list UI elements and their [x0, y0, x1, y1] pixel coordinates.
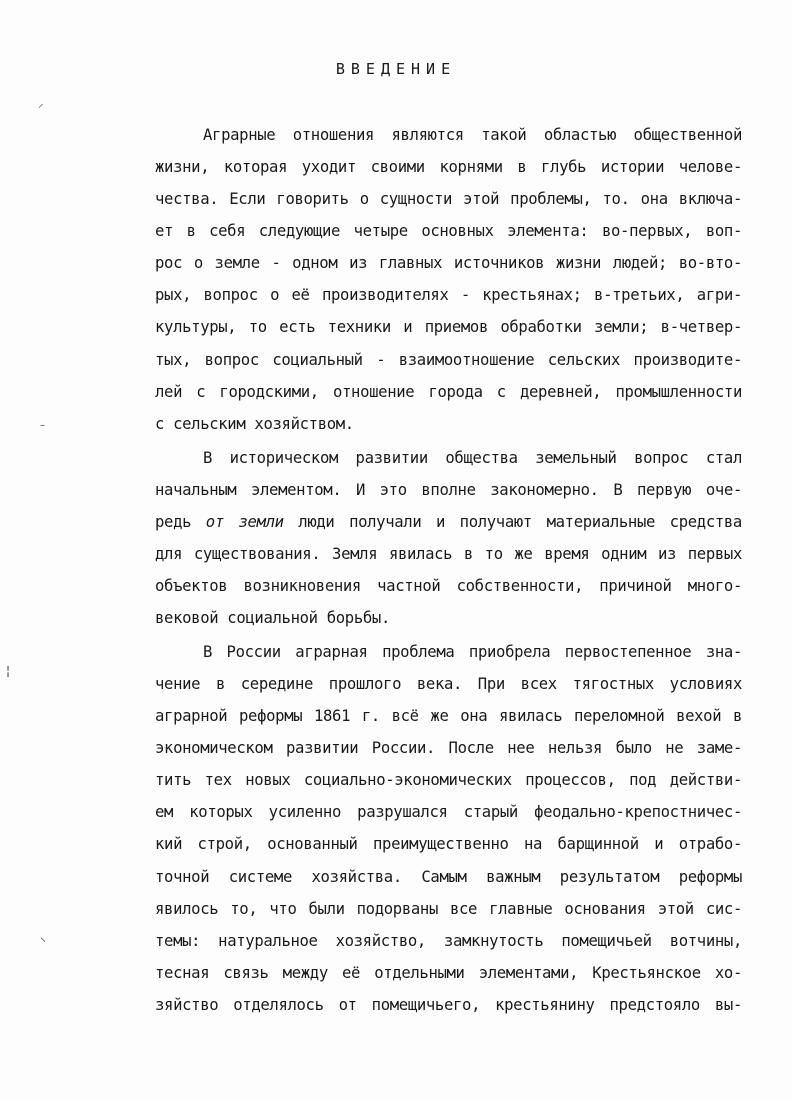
text-line: вековой социальной борьбы.	[155, 609, 390, 627]
text-line	[155, 509, 742, 535]
text-line: рых, вопрос о её производителях - крестьянах; в-третьих, агри-	[155, 286, 742, 304]
text-segment: люди получали и получают материальные средства	[283, 513, 742, 531]
text-line: лей с городскими, отношение города с деревней, промышленности	[155, 383, 742, 401]
text-line: кий строй, основанный преимущественно на барщинной и отрабо-	[155, 835, 742, 853]
text-line: Аграрные отношения являются такой областью общественной	[203, 126, 742, 144]
text-line: для существования. Земля явилась в то же время одним из первых	[155, 545, 742, 563]
text-line: зяйство отделялось от помещичьего, крестьянину предстояло вы-	[155, 996, 742, 1014]
scan-artifact-mark: –	[40, 420, 45, 431]
text-line: чества. Если говорить о сущности этой проблемы, то. она включа-	[155, 190, 742, 208]
text-line: чение в середине прошлого века. При всех тягостных условиях	[155, 675, 742, 693]
text-line: начальным элементом. И это вполне закономерно. В первую оче-	[155, 481, 742, 499]
page-title: ВВЕДЕНИЕ	[335, 60, 457, 78]
text-line: ет в себя следующие четыре основных элемента: во-первых, воп-	[155, 222, 742, 240]
text-line: рос о земле - одном из главных источников жизни людей; во-вто-	[155, 254, 742, 272]
text-line: явилось то, что были подорваны все главные основания этой сис-	[155, 900, 742, 918]
scan-artifact-mark: ⸜	[40, 930, 47, 944]
text-line: ем которых усиленно разрушался старый феодально-крепостничес-	[155, 803, 742, 821]
text-line: объектов возникновения частной собственности, причиной много-	[155, 577, 742, 595]
text-line: точной системе хозяйства. Самым важным результатом реформы	[155, 868, 742, 886]
text-line: с сельским хозяйством.	[155, 415, 354, 433]
text-line: В историческом развитии общества земельный вопрос стал	[203, 449, 742, 467]
text-line: аграрной реформы 1861 г. всё же она явилась переломной вехой в	[155, 707, 742, 725]
text-line: тых, вопрос социальный - взаимоотношение сельских производите-	[155, 351, 742, 369]
text-line: экономическом развитии России. После нее нельзя было не заме-	[155, 739, 742, 757]
scan-artifact-mark: ⸝	[38, 97, 44, 110]
text-line: тесная связь между её отдельными элементами, Крестьянское хо-	[155, 964, 742, 982]
text-line: темы: натуральное хозяйство, замкнутость помещичьей вотчины,	[155, 932, 742, 950]
text-line: жизни, которая уходит своими корнями в глубь истории челове-	[155, 158, 742, 176]
scan-artifact-mark: ¦	[6, 664, 11, 678]
text-line: тить тех новых социально-экономических процессов, под действи-	[155, 771, 742, 789]
text-line: культуры, то есть техники и приемов обработки земли; в-четвер-	[155, 318, 742, 336]
text-line: В России аграрная проблема приобрела первостепенное зна-	[203, 643, 742, 661]
italic-phrase: от земли	[205, 513, 284, 531]
text-segment: редь	[155, 513, 206, 531]
